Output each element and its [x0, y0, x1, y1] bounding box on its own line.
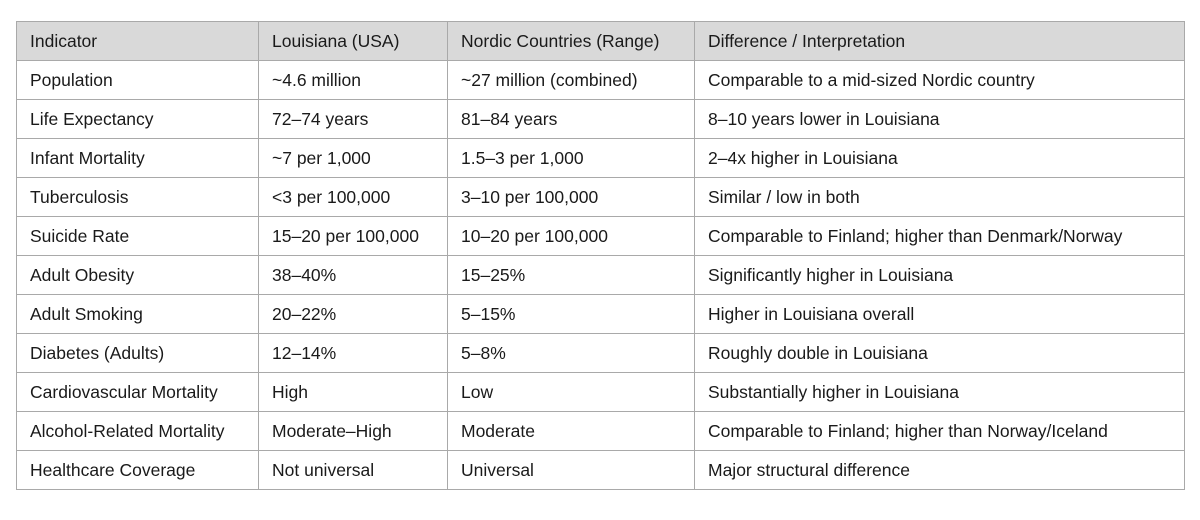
- cell-nordic: Low: [448, 373, 695, 412]
- cell-indicator: Infant Mortality: [17, 139, 259, 178]
- cell-louisiana: 38–40%: [259, 256, 448, 295]
- cell-nordic: Universal: [448, 451, 695, 490]
- cell-indicator: Population: [17, 61, 259, 100]
- cell-difference: Comparable to a mid-sized Nordic country: [695, 61, 1185, 100]
- cell-louisiana: Not universal: [259, 451, 448, 490]
- table-row: [17, 61, 1185, 100]
- cell-nordic: 3–10 per 100,000: [448, 178, 695, 217]
- header-louisiana: Louisiana (USA): [259, 22, 448, 61]
- cell-indicator: Adult Smoking: [17, 295, 259, 334]
- table-body: [17, 61, 1185, 490]
- cell-louisiana: Moderate–High: [259, 412, 448, 451]
- cell-indicator: Healthcare Coverage: [17, 451, 259, 490]
- cell-nordic: 81–84 years: [448, 100, 695, 139]
- cell-difference: Substantially higher in Louisiana: [695, 373, 1185, 412]
- cell-louisiana: ~7 per 1,000: [259, 139, 448, 178]
- comparison-table: [16, 21, 1185, 490]
- cell-nordic: Moderate: [448, 412, 695, 451]
- header-row: [17, 22, 1185, 61]
- cell-indicator: Tuberculosis: [17, 178, 259, 217]
- cell-difference: Significantly higher in Louisiana: [695, 256, 1185, 295]
- cell-indicator: Alcohol-Related Mortality: [17, 412, 259, 451]
- cell-difference: 2–4x higher in Louisiana: [695, 139, 1185, 178]
- header-nordic: Nordic Countries (Range): [448, 22, 695, 61]
- table-header: [17, 22, 1185, 61]
- cell-difference: Higher in Louisiana overall: [695, 295, 1185, 334]
- cell-louisiana: 72–74 years: [259, 100, 448, 139]
- cell-indicator: Life Expectancy: [17, 100, 259, 139]
- cell-indicator: Suicide Rate: [17, 217, 259, 256]
- cell-difference: Comparable to Finland; higher than Norway/Iceland: [695, 412, 1185, 451]
- cell-indicator: Diabetes (Adults): [17, 334, 259, 373]
- table-row: [17, 412, 1185, 451]
- cell-nordic: ~27 million (combined): [448, 61, 695, 100]
- cell-difference: 8–10 years lower in Louisiana: [695, 100, 1185, 139]
- table-row: [17, 256, 1185, 295]
- cell-difference: Similar / low in both: [695, 178, 1185, 217]
- table-row: [17, 100, 1185, 139]
- cell-louisiana: 12–14%: [259, 334, 448, 373]
- table-row: [17, 295, 1185, 334]
- cell-louisiana: <3 per 100,000: [259, 178, 448, 217]
- cell-difference: Comparable to Finland; higher than Denmark/Norway: [695, 217, 1185, 256]
- table-row: [17, 139, 1185, 178]
- table-row: [17, 451, 1185, 490]
- cell-indicator: Cardiovascular Mortality: [17, 373, 259, 412]
- cell-nordic: 5–15%: [448, 295, 695, 334]
- cell-louisiana: 20–22%: [259, 295, 448, 334]
- cell-difference: Roughly double in Louisiana: [695, 334, 1185, 373]
- table-row: [17, 373, 1185, 412]
- cell-nordic: 10–20 per 100,000: [448, 217, 695, 256]
- cell-nordic: 5–8%: [448, 334, 695, 373]
- cell-indicator: Adult Obesity: [17, 256, 259, 295]
- cell-louisiana: ~4.6 million: [259, 61, 448, 100]
- table-row: [17, 334, 1185, 373]
- cell-nordic: 1.5–3 per 1,000: [448, 139, 695, 178]
- header-indicator: Indicator: [17, 22, 259, 61]
- cell-louisiana: High: [259, 373, 448, 412]
- cell-nordic: 15–25%: [448, 256, 695, 295]
- cell-louisiana: 15–20 per 100,000: [259, 217, 448, 256]
- header-difference: Difference / Interpretation: [695, 22, 1185, 61]
- cell-difference: Major structural difference: [695, 451, 1185, 490]
- table-row: [17, 178, 1185, 217]
- table-row: [17, 217, 1185, 256]
